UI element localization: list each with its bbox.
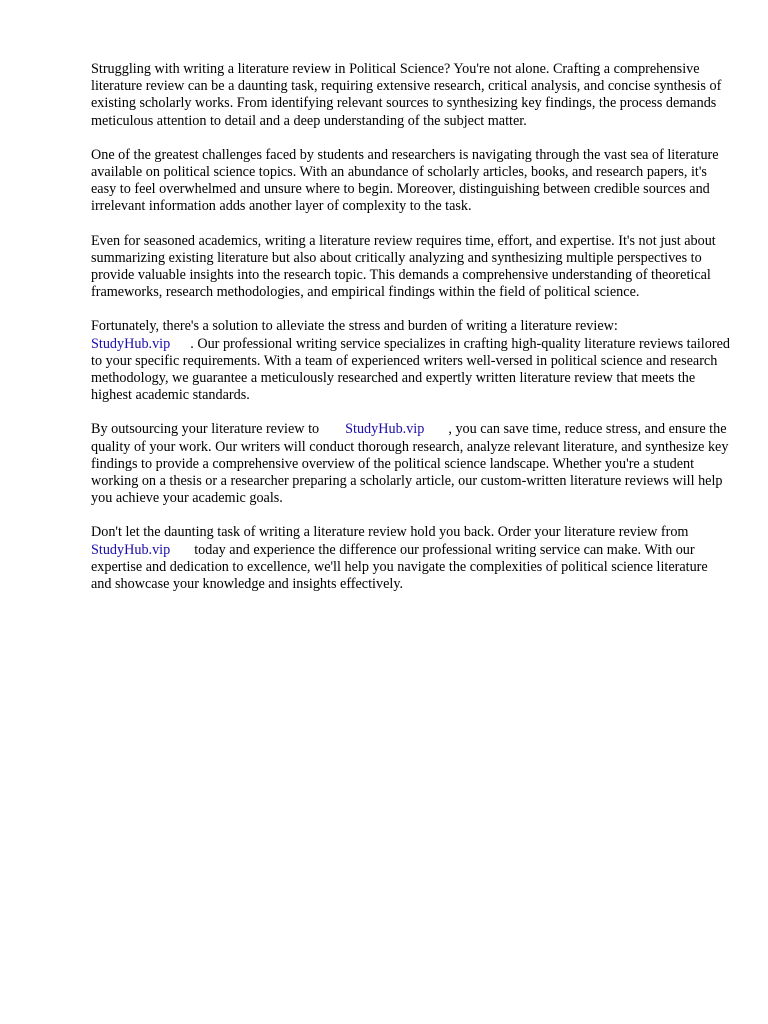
paragraph-solution-lead: Fortunately, there's a solution to alleviate the stress and burden of writing a literature review: bbox=[91, 318, 618, 335]
document-body bbox=[91, 61, 731, 610]
paragraph-expertise: Even for seasoned academics, writing a literature review requires time, effort, and expertise. It's not just about summarizing existing literature but also about critically analyzing and synthesizing multiple perspectives to provide valuable insights into the research topic. This demands a comprehensive understanding of theoretical frameworks, research methodologies, and empirical findings within the field of political science. bbox=[91, 232, 716, 301]
paragraph-cta-rest: today and experience the difference our professional writing service can make. With our expertise and dedication to excellence, we'll help you navigate the complexities of political science literature and showcase your knowledge and insights effectively. bbox=[91, 541, 708, 593]
studyhub-link-1[interactable]: StudyHub.vip bbox=[91, 335, 171, 352]
paragraph-outsourcing-rest: , you can save time, reduce stress, and ensure the quality of your work. Our writers will conduct thorough research, analyze relevant literature, and synthesize key findings to provide a comprehensive overview of the political science landscape. Whether you're a student working on a thesis or a researcher preparing a scholarly article, our custom-written literature reviews will help you achieve your academic goals. bbox=[91, 421, 729, 507]
paragraph-outsourcing-lead: By outsourcing your literature review to bbox=[91, 421, 320, 438]
studyhub-link-2[interactable]: StudyHub.vip bbox=[345, 421, 425, 438]
paragraph-challenges: One of the greatest challenges faced by students and researchers is navigating through the vast sea of literature available on political science topics. With an abundance of scholarly articles, books, and research papers, it's easy to feel overwhelmed and unsure where to begin. Moreover, distinguishing between credible sources and irrelevant information adds another layer of complexity to the task. bbox=[91, 146, 719, 215]
paragraph-call-to-action bbox=[91, 524, 731, 593]
paragraph-cta-lead: Don't let the daunting task of writing a literature review hold you back. Order your literature review from bbox=[91, 524, 689, 541]
paragraph-solution bbox=[91, 318, 731, 404]
studyhub-link-3[interactable]: StudyHub.vip bbox=[91, 541, 171, 558]
paragraph-outsourcing bbox=[91, 421, 731, 507]
paragraph-solution-rest: . Our professional writing service specializes in crafting high-quality literature reviews tailored to your specific requirements. With a team of experienced writers well-versed in political science and research methodology, we guarantee a meticulously researched and expertly written literature review that meets the highest academic standards. bbox=[91, 335, 730, 404]
paragraph-intro: Struggling with writing a literature review in Political Science? You're not alone. Crafting a comprehensive literature review can be a daunting task, requiring extensive research, critical analysis, and concise synthesis of existing scholarly works. From identifying relevant sources to synthesizing key findings, the process demands meticulous attention to detail and a deep understanding of the subject matter. bbox=[91, 61, 722, 129]
